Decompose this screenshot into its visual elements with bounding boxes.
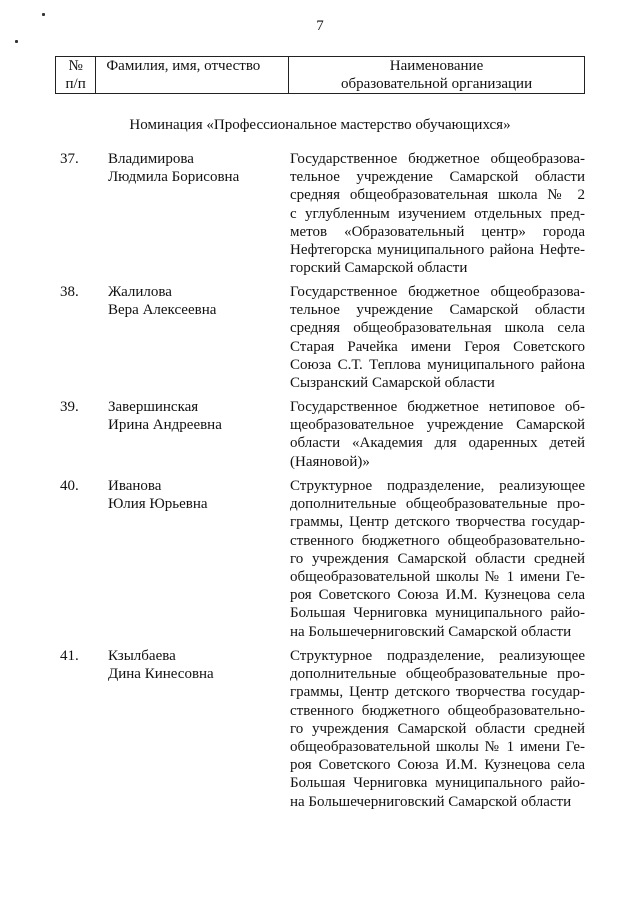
- org-line: граммы, Центр детского творчества государ-: [290, 684, 585, 701]
- org-line: Структурное подразделение, реализующее: [290, 648, 585, 664]
- org-line: дополнительные общеобразовательные про-: [290, 496, 585, 513]
- org-line: Союза С.Т. Теплова муниципального района: [290, 356, 585, 373]
- org-line: тельное учреждение Самарской области: [290, 302, 585, 319]
- entry-organization: [290, 477, 585, 641]
- org-line: ственного бюджетного общеобразовательно-: [290, 532, 585, 549]
- header-number-abbrev: п/п: [65, 76, 86, 92]
- entry-number: 41.: [60, 648, 79, 664]
- org-line: с углубленным изучением отдельных пред-: [290, 205, 585, 222]
- nomination-title: Номинация «Профессиональное мастерство обучающихся»: [129, 117, 511, 133]
- entry-surname: Владимирова: [108, 151, 194, 167]
- entry-given-names: Дина Кинесовна: [108, 666, 214, 683]
- header-number-cell: [56, 57, 96, 94]
- org-line: Государственное бюджетное общеобразова-: [290, 284, 585, 300]
- entry-given-names: Юлия Юрьевна: [108, 496, 208, 513]
- header-org-line2: образовательной организации: [340, 76, 533, 92]
- org-line: щеобразовательное учреждение Самарской: [290, 417, 585, 434]
- page-number: 7: [316, 18, 324, 34]
- org-line: роя Советского Союза И.М. Кузнецова села: [290, 757, 585, 774]
- org-line: Государственное бюджетное нетиповое об-: [290, 399, 585, 415]
- org-line: роя Советского Союза И.М. Кузнецова села: [290, 587, 585, 604]
- entry-number: 37.: [60, 151, 79, 167]
- org-line: Государственное бюджетное общеобразова-: [290, 151, 585, 167]
- org-line: метов «Образовательный центр» города: [290, 223, 585, 240]
- org-line: Большая Черниговка муниципального райо-: [290, 605, 585, 622]
- org-line: области «Академия для одаренных детей: [290, 435, 585, 452]
- header-org-line1: Наименование: [389, 58, 484, 74]
- org-line: (Наяновой)»: [290, 453, 370, 470]
- org-line: средняя общеобразовательная школа № 2: [290, 187, 585, 204]
- entry-person: [108, 150, 278, 186]
- org-line: Старая Рачейка имени Героя Советского: [290, 338, 585, 355]
- table-header: [55, 56, 585, 94]
- org-line: Сызранский Самарской области: [290, 375, 495, 392]
- org-line: Структурное подразделение, реализующее: [290, 478, 585, 494]
- org-line: ственного бюджетного общеобразовательно-: [290, 702, 585, 719]
- scan-speck: [42, 13, 45, 16]
- org-line: дополнительные общеобразовательные про-: [290, 666, 585, 683]
- org-line: общеобразовательной школы № 1 имени Ге-: [290, 739, 585, 756]
- entry-surname: Кзылбаева: [108, 648, 176, 664]
- entry-person: [108, 477, 278, 513]
- org-line: общеобразовательной школы № 1 имени Ге-: [290, 569, 585, 586]
- entry-given-names: Людмила Борисовна: [108, 169, 240, 186]
- entry-person: [108, 398, 278, 434]
- org-line: го учреждения Самарской области средней: [290, 550, 585, 567]
- org-line: на Большечерниговский Самарской области: [290, 793, 572, 810]
- org-line: граммы, Центр детского творчества государ-: [290, 514, 585, 531]
- org-line: Большая Черниговка муниципального райо-: [290, 775, 585, 792]
- header-org-cell: [289, 57, 585, 94]
- entry-organization: [290, 647, 585, 811]
- header-name-label: Фамилия, имя, отчество: [106, 58, 261, 74]
- entry-surname: Завершинская: [108, 399, 199, 415]
- entry-organization: [290, 283, 585, 392]
- entry-number: 40.: [60, 478, 79, 494]
- entry-given-names: Вера Алексеевна: [108, 302, 217, 319]
- scan-speck: [15, 40, 18, 43]
- header-number-symbol: №: [68, 58, 83, 74]
- entry-organization: [290, 398, 585, 471]
- org-line: горский Самарской области: [290, 260, 468, 277]
- entry-surname: Жалилова: [108, 284, 172, 300]
- org-line: Нефтегорска муниципального района Нефте-: [290, 242, 585, 259]
- entry-surname: Иванова: [108, 478, 162, 494]
- entry-number: 39.: [60, 399, 79, 415]
- entry-person: [108, 647, 278, 683]
- header-name-cell: [96, 57, 289, 94]
- entry-given-names: Ирина Андреевна: [108, 417, 222, 434]
- org-line: средняя общеобразовательная школа села: [290, 320, 585, 337]
- entry-person: [108, 283, 278, 319]
- org-line: на Большечерниговский Самарской области: [290, 623, 572, 640]
- org-line: го учреждения Самарской области средней: [290, 720, 585, 737]
- org-line: тельное учреждение Самарской области: [290, 169, 585, 186]
- entry-organization: [290, 150, 585, 277]
- entry-number: 38.: [60, 284, 79, 300]
